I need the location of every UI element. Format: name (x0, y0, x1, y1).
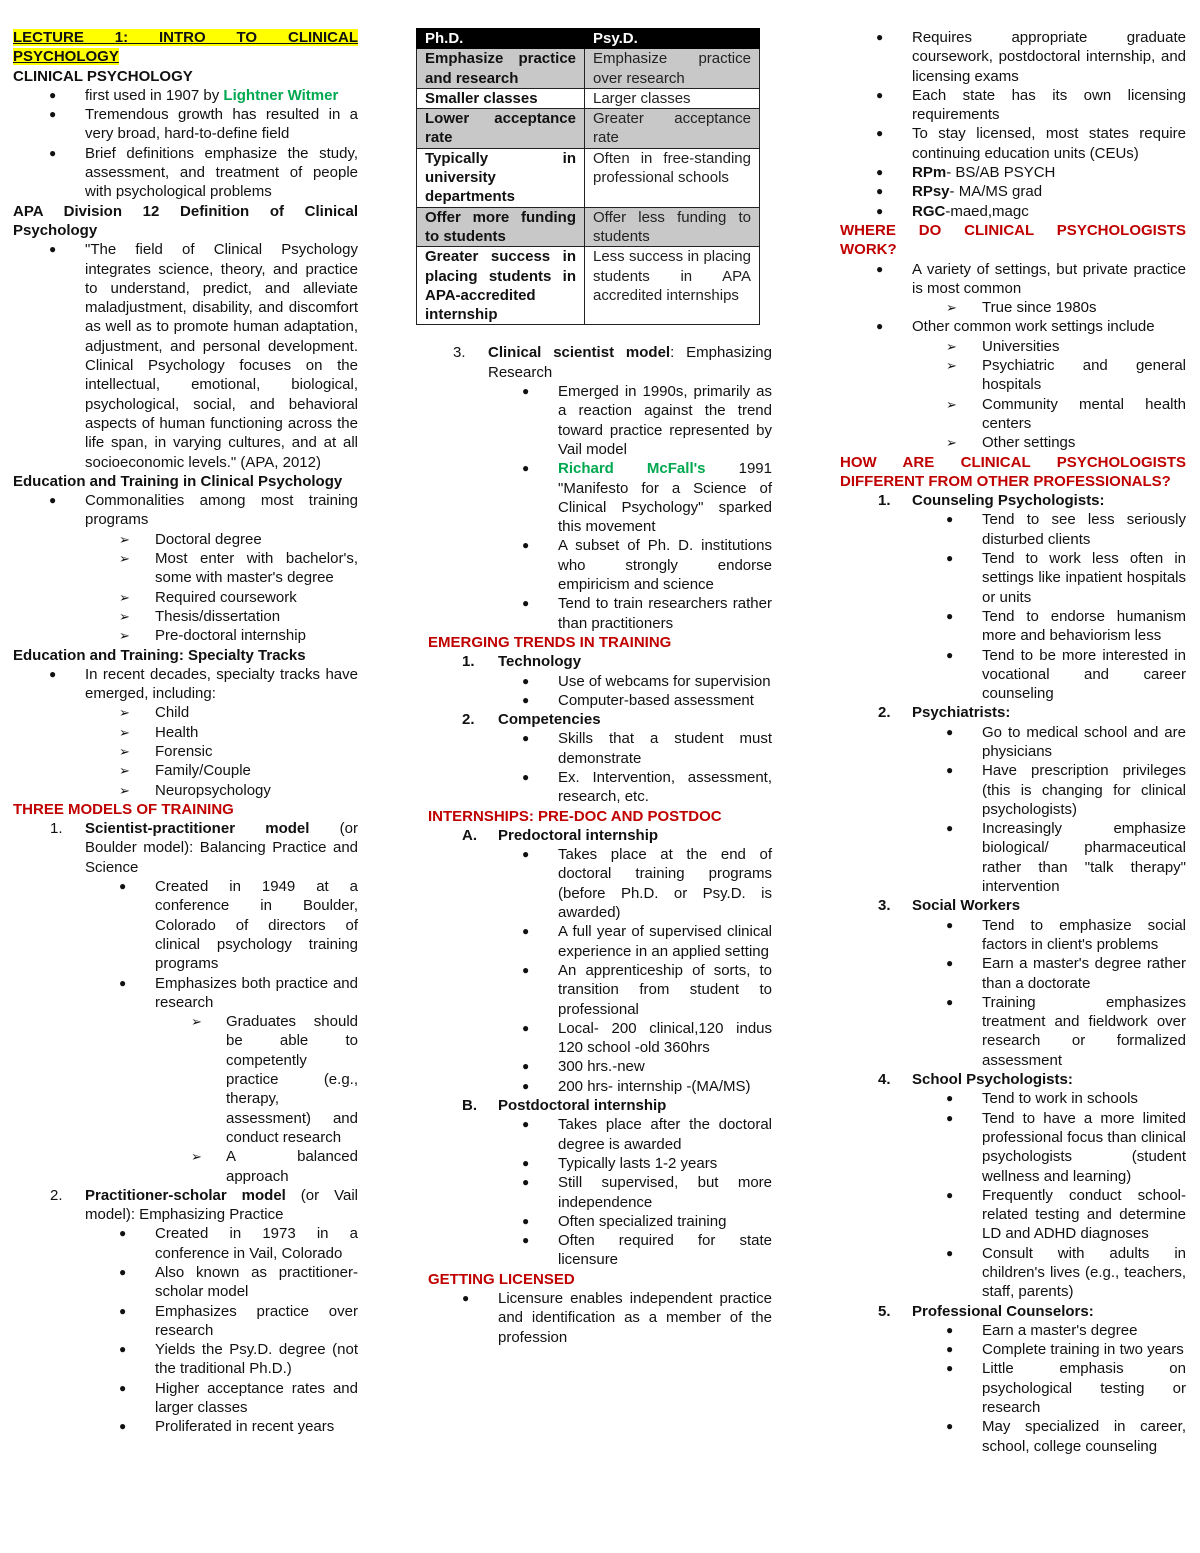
list-item: ● A full year of supervised clinical experience in an applied setting (522, 923, 772, 960)
table-header-psyd: Psy.D. (585, 29, 760, 49)
list-item: ● Training emphasizes treatment and fieldwork over research or formalized assessment (946, 993, 1186, 1069)
column-1 (13, 28, 358, 1437)
table-header-phd: Ph.D. (417, 29, 585, 49)
list-item: ● Use of webcams for supervision (522, 672, 771, 690)
model-3: 3. Clinical scientist model: Emphasizing Research (453, 344, 772, 381)
list-item: ● Tend to work in schools (946, 1090, 1138, 1108)
list-item: ● Often required for state licensure (522, 1232, 772, 1269)
trend-2: 2. Competencies (462, 711, 601, 729)
list-item: ➢ Required coursework (119, 588, 297, 606)
list-item: ➢ Family/Couple (119, 762, 251, 780)
list-item: ● Tend to work less often in settings like inpatient hospitals or units (946, 550, 1186, 606)
list-item: ● RPsy- MA/MS grad (876, 183, 1043, 201)
column-2 (416, 28, 772, 1347)
list-item: ● Each state has its own licensing requirements (876, 86, 1186, 124)
list-item: ➢ Psychiatric and general hospitals (946, 357, 1186, 394)
list-item: ● Typically lasts 1-2 years (522, 1154, 718, 1172)
list-item: ➢ Graduates should be able to competently practice (e.g., therapy, assessment) and conduct research (191, 1013, 358, 1146)
profession-professional-counselors: 5. Professional Counselors: (878, 1302, 1094, 1320)
list-item: ● Proliferated in recent years (119, 1418, 335, 1436)
intro-list (13, 86, 358, 202)
apa-quote: ● "The field of Clinical Psychology integrates science, theory, and practice to understand, predict, and alleviate maladjustment, disability, and discomfort as well as to promote human adaptation, adjustment, and personal development. Clinical Psychology focuses on the intellectual, emotional, biological, psychological, social, and behavioral aspects of human functioning across the life span, in varying cultures, and at all socioeconomic levels." (APA, 2012) (49, 241, 358, 471)
list-item: ● Requires appropriate graduate coursework, postdoctoral internship, and licensing exams (876, 29, 1186, 85)
list-item: ➢ True since 1980s (946, 299, 1097, 317)
lecture-title: LECTURE 1: INTRO TO CLINICAL PSYCHOLOGY (13, 29, 358, 66)
trends-heading: EMERGING TRENDS IN TRAINING (428, 633, 672, 651)
list-item: ➢ Community mental health centers (946, 395, 1186, 432)
list-item: ➢ Forensic (119, 742, 213, 760)
list-item: ● Increasingly emphasize biological/ pharmaceutical rather than "talk therapy" intervention (946, 820, 1186, 896)
person-name: Lightner Witmer (223, 86, 339, 104)
predoc-internship: A. Predoctoral internship (462, 826, 659, 844)
list-item: ● Emerged in 1990s, primarily as a reaction against the trend toward practice represented by Vail model (522, 383, 772, 458)
list-item: ● Go to medical school and are physicians (946, 723, 1186, 760)
table-row: Lower acceptance rate Greater acceptance rate (417, 109, 760, 149)
list-item: ● Takes place after the doctoral degree is awarded (522, 1116, 772, 1153)
specialty-heading: Education and Training: Specialty Tracks (13, 646, 306, 664)
list-item: ● Still supervised, but more independence (522, 1174, 772, 1211)
list-item: ● Tend to see less seriously disturbed clients (946, 511, 1186, 548)
table-row: Smaller classes Larger classes (417, 88, 760, 108)
list-item: ➢ A balanced approach (191, 1148, 358, 1185)
profession-school-psychologists: 4. School Psychologists: (878, 1071, 1073, 1089)
table-row: Emphasize practice and research Emphasize practice over research (417, 49, 760, 89)
list-item: ● Yields the Psy.D. degree (not the traditional Ph.D.) (119, 1341, 358, 1378)
list-item: ● A variety of settings, but private practice is most common (876, 260, 1186, 297)
list-item: ● Other common work settings include (876, 318, 1155, 336)
list-item: ● Tend to train researchers rather than practitioners (522, 595, 772, 632)
list-item: ● first used in 1907 by Lightner Witmer (49, 86, 339, 104)
list-item: ➢ Health (119, 723, 199, 741)
list-item: ● Tend to be more interested in vocational and career counseling (946, 646, 1186, 703)
list-item: ● In recent decades, specialty tracks have emerged, including: (49, 665, 358, 703)
list-item: ● Frequently conduct school-related testing and determine LD and ADHD diagnoses (946, 1186, 1186, 1243)
list-item: ● Tremendous growth has resulted in a very broad, hard-to-define field (49, 106, 358, 143)
list-item: ● Have prescription privileges (this is changing for clinical psychologists) (946, 762, 1186, 818)
list-item: ● Emphasizes practice over research (119, 1302, 358, 1339)
list-item: ● Consult with adults in children's lives (e.g., teachers, staff, parents) (946, 1244, 1186, 1301)
list-item: ➢ Thesis/dissertation (119, 607, 281, 625)
list-item: ● 300 hrs.-new (522, 1058, 645, 1076)
profession-social-workers: 3. Social Workers (878, 897, 1021, 915)
apa-heading: APA Division 12 Definition of Clinical Psychology (13, 202, 358, 239)
internships-heading: INTERNSHIPS: PRE-DOC AND POSTDOC (428, 807, 722, 825)
list-item: ● 200 hrs- internship -(MA/MS) (522, 1077, 751, 1095)
table-row: Typically in university departments Often in free-standing professional schools (417, 148, 760, 207)
list-item: ● Higher acceptance rates and larger classes (119, 1379, 358, 1417)
list-item: ● Also known as practitioner-scholar model (119, 1264, 358, 1301)
table-row: Greater success in placing students in APA-accredited internship Less success in placing students in APA accredited internships (417, 247, 760, 325)
list-item: ● May specialized in career, school, college counseling (946, 1418, 1186, 1455)
list-item: ● Skills that a student must demonstrate (522, 730, 772, 767)
list-item: ● Created in 1949 at a conference in Boulder, Colorado of directors of clinical psychology training programs (119, 878, 358, 973)
profession-psychiatrists: 2. Psychiatrists: (878, 704, 1011, 722)
list-item: ➢ Other settings (946, 434, 1076, 452)
clinical-psych-heading: CLINICAL PSYCHOLOGY (13, 67, 193, 85)
list-item: ● Often specialized training (522, 1212, 727, 1230)
list-item: ● Computer-based assessment (522, 691, 754, 709)
list-item: ● Tend to emphasize social factors in client's problems (946, 916, 1186, 953)
table-row: Offer more funding to students Offer less funding to students (417, 207, 760, 247)
list-item: ● Tend to endorse humanism more and behaviorism less (946, 607, 1186, 645)
list-item: ➢ Pre-doctoral internship (119, 627, 306, 645)
person-name: Richard McFall's (558, 460, 706, 478)
list-item: ● Little emphasis on psychological testing or research (946, 1360, 1186, 1417)
list-item: ● Earn a master's degree rather than a doctorate (946, 955, 1186, 992)
list-item: ● Tend to have a more limited professional focus than clinical psychologists (student wellness and learning) (946, 1109, 1186, 1185)
list-item: ● RPm- BS/AB PSYCH (876, 164, 1056, 182)
list-item: ● Brief definitions emphasize the study, assessment, and treatment of people with psychological problems (49, 144, 358, 201)
trend-1: 1. Technology (462, 653, 582, 671)
list-item: ● An apprenticeship of sorts, to transition from student to professional (522, 961, 772, 1018)
list-item: ➢ Most enter with bachelor's, some with master's degree (119, 550, 358, 587)
list-item: ● Local- 200 clinical,120 indus 120 school -old 360hrs (522, 1019, 772, 1057)
postdoc-internship: B. Postdoctoral internship (462, 1097, 667, 1115)
list-item: ● Richard McFall's 1991 "Manifesto for a Science of Clinical Psychology" sparked this movement (522, 460, 772, 536)
list-item: ● Licensure enables independent practice and identification as a member of the profession (462, 1290, 772, 1346)
model-2: 2. Practitioner-scholar model (or Vail model): Emphasizing Practice (50, 1186, 358, 1224)
list-item: ➢ Universities (946, 337, 1060, 355)
phd-psyd-table (416, 28, 760, 325)
list-item: ● To stay licensed, most states require continuing education units (CEUs) (876, 125, 1186, 162)
list-item: ● Takes place at the end of doctoral training programs (before Ph.D. or Psy.D. is awarded) (522, 846, 772, 922)
model-1: 1. Scientist-practitioner model (or Boulder model): Balancing Practice and Science (50, 820, 358, 876)
models-heading: THREE MODELS OF TRAINING (13, 800, 234, 818)
differences-heading: HOW ARE CLINICAL PSYCHOLOGISTS DIFFERENT FROM OTHER PROFESSIONALS? (840, 453, 1186, 490)
list-item: ➢ Neuropsychology (119, 781, 271, 799)
list-item: ● Created in 1973 in a conference in Vail, Colorado (119, 1225, 358, 1262)
list-item: ● Earn a master's degree (946, 1321, 1138, 1339)
profession-counseling: 1. Counseling Psychologists: (878, 492, 1105, 510)
list-item: ➢ Doctoral degree (119, 530, 262, 548)
list-item: ● Complete training in two years (946, 1341, 1184, 1359)
list-item: ● A subset of Ph. D. institutions who strongly endorse empiricism and science (522, 537, 772, 594)
list-item: ● Emphasizes both practice and research (119, 974, 358, 1011)
education-heading: Education and Training in Clinical Psychology (13, 472, 343, 490)
licensing-heading: GETTING LICENSED (428, 1270, 575, 1288)
list-item: ● Commonalities among most training programs (49, 492, 358, 529)
column-3 (840, 28, 1186, 1456)
list-item: ➢ Child (119, 704, 190, 722)
list-item: ● RGC-maed,magc (876, 202, 1029, 220)
work-heading: WHERE DO CLINICAL PSYCHOLOGISTS WORK? (840, 221, 1186, 259)
list-item: ● Ex. Intervention, assessment, research, etc. (522, 768, 772, 806)
